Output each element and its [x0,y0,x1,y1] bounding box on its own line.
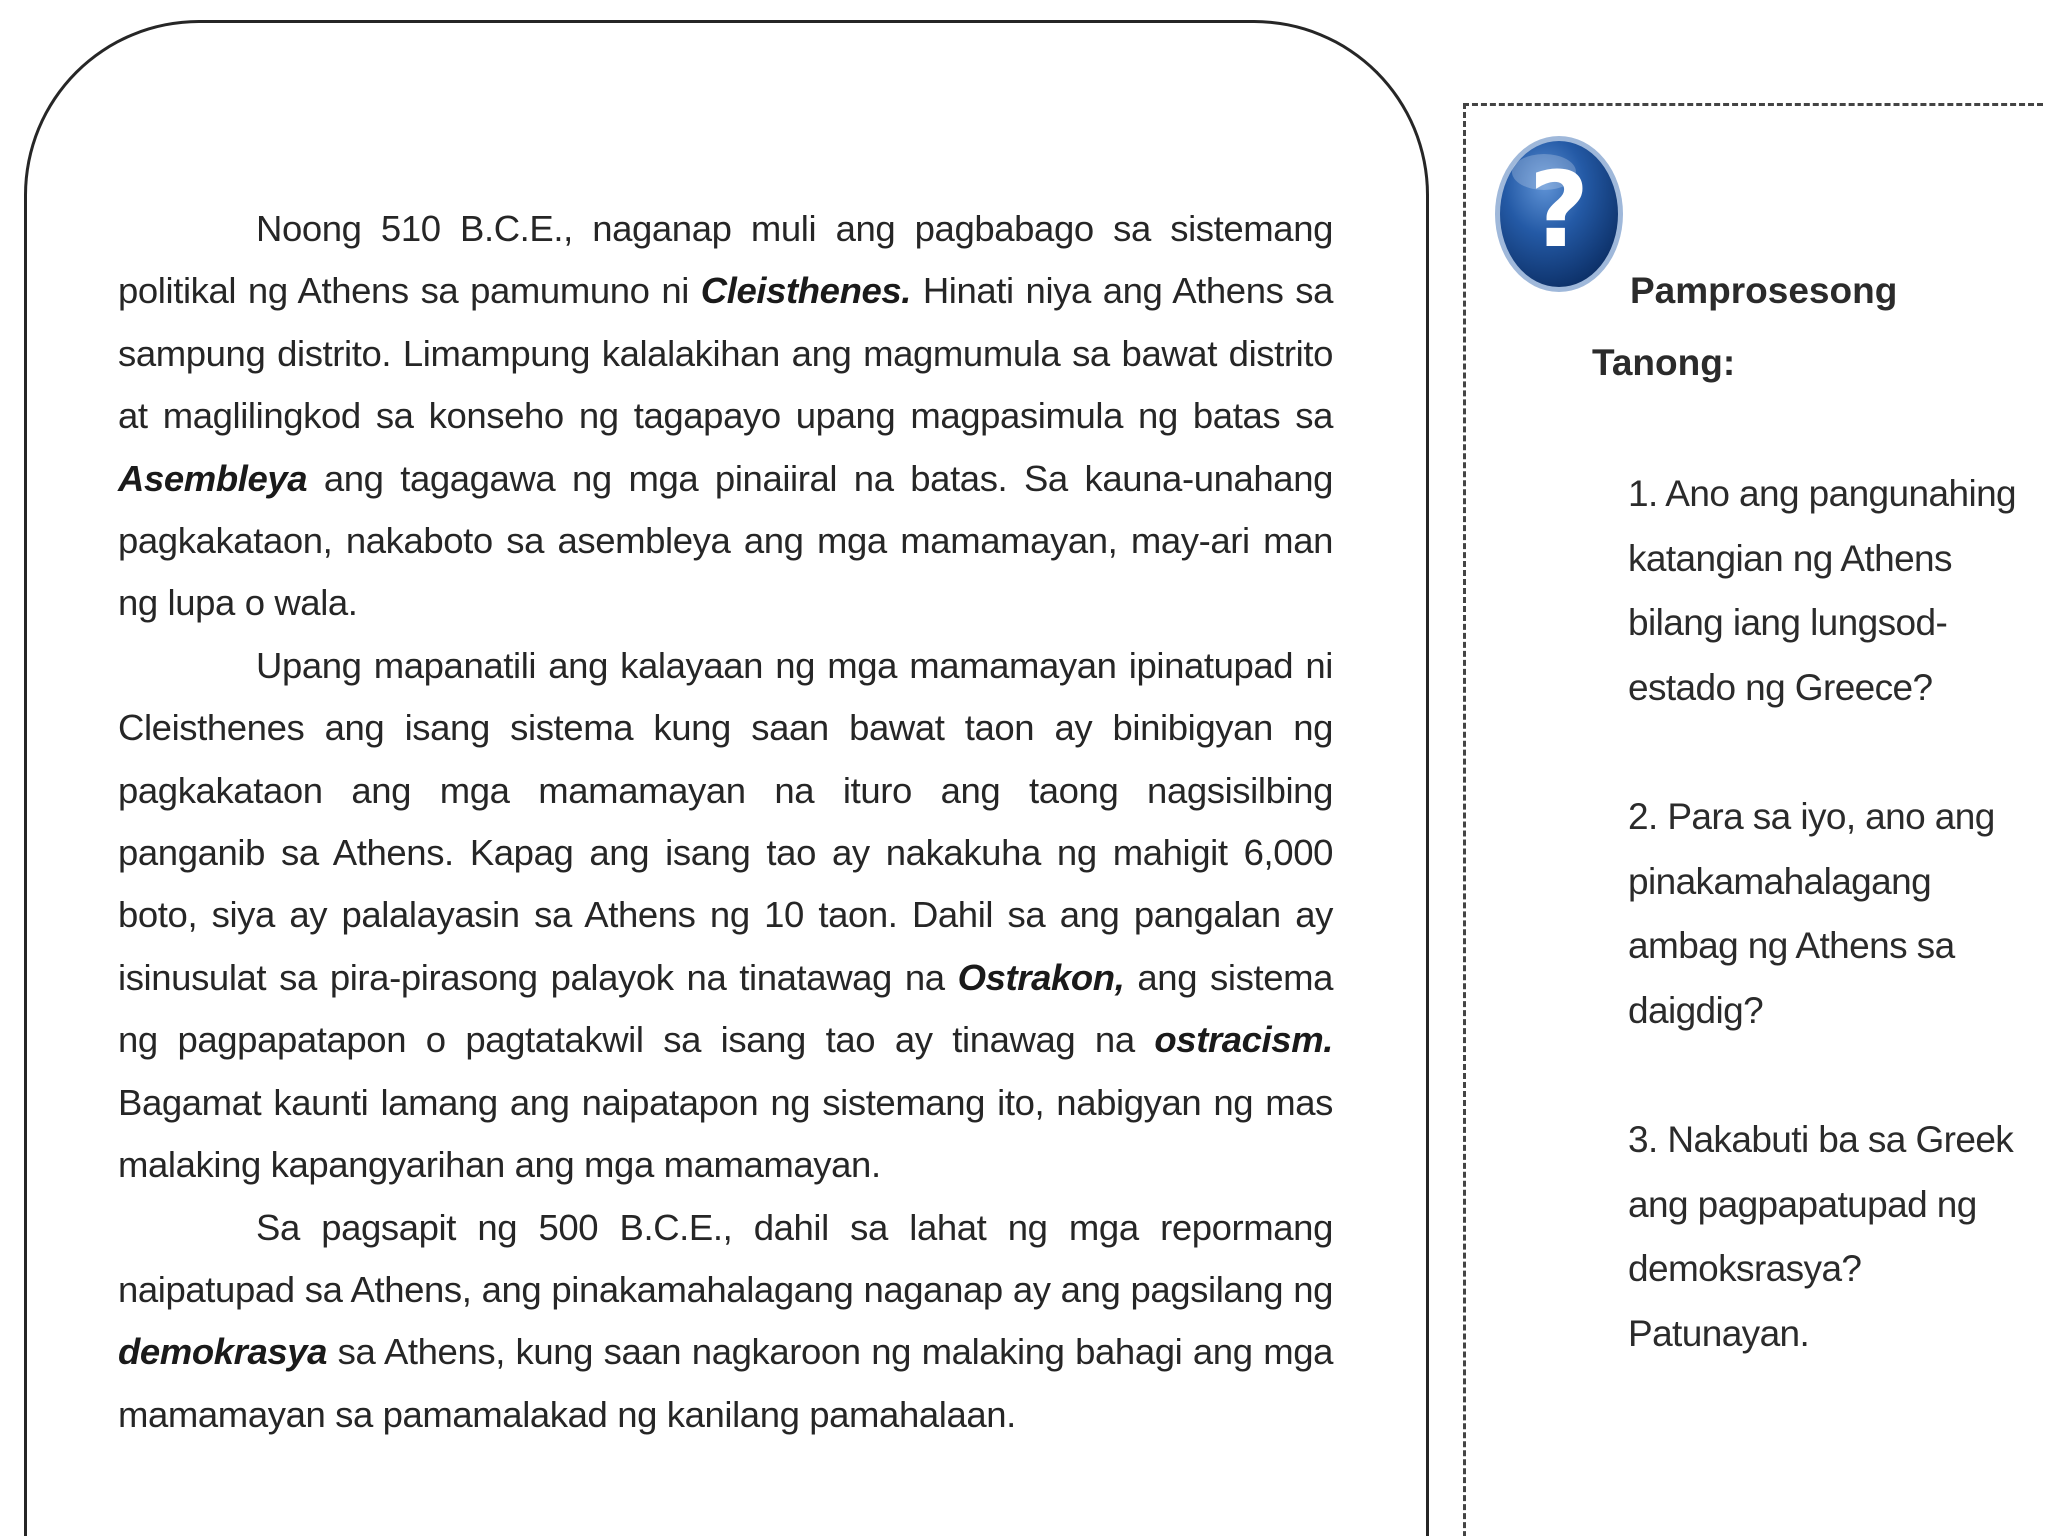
question-item-1: 1. Ano ang pangunahing katangian ng Athens bilang iang lungsod-estado ng Greece? [1628,473,2017,708]
key-term: Ostrakon, [957,956,1125,998]
panel-heading-line2: Tanong: [1592,342,1736,383]
key-term: demokrasya [118,1331,328,1373]
passage-paragraph-3 [118,1197,1333,1447]
question-item-3: 3. Nakabuti ba sa Greek ang pagpapatupad ng demoksrasya? Patunayan. [1628,1119,2014,1354]
passage-text: sa Athens, kung saan nagkaroon ng malaking bahagi ang mga mamamayan sa pamamalakad ng kanilang pamahalaan. [118,1331,1333,1435]
passage-text: Hinati niya ang Athens sa sampung distrito. Limampung kalalakihan ang magmumula sa bawat distrito at maglilingkod sa konseho ng tagapayo upang magpasimula ng batas sa [118,270,1334,437]
panel-heading-line1: Pamprosesong [1630,270,1898,311]
passage-text: ang tagagawa ng mga pinaiiral na batas. Sa kauna-unahang pagkakataon, nakaboto sa asembleya ang mga mamamayan, may-ari man ng lupa o wala. [118,457,1333,624]
passage-paragraph-2 [118,635,1333,1197]
passage-text: Noong 510 B.C.E., naganap muli ang pagbabago sa sistemang politikal ng Athens sa pamumuno ni [118,208,1333,312]
passage-text: ang sistema ng pagpapatapon o pagtatakwil sa isang tao ay tinawag na [118,956,1333,1061]
question-list [1628,462,2028,1366]
svg-text:?: ? [1528,149,1590,271]
key-term: Asembleya [118,457,308,499]
passage-text: Bagamat kaunti lamang ang naipatapon ng sistemang ito, nabigyan ng mas malaking kapangyarihan ang mga mamamayan. [118,1081,1333,1186]
question-item-2: 2. Para sa iyo, ano ang pinakamahalagang ambag ng Athens sa daigdig? [1628,796,1995,1031]
panel-heading [1592,255,1898,399]
key-term: Cleisthenes. [700,270,912,312]
passage-text: Sa pagsapit ng 500 B.C.E., dahil sa lahat ng mga repormang naipatupad sa Athens, ang pinakamahalagang naganap ay ang pagsilang ng [118,1206,1333,1310]
passage-text: Upang mapanatili ang kalayaan ng mga mamamayan ipinatupad ni Cleisthenes ang isang sistema kung saan bawat taon ay binibigyan ng pagkakataon ang mga mamamayan na ituro ang taong nagsisilbing panganib sa Athens. Kapag ang isang tao ay nakakuha ng mahigit 6,000 boto, siya ay palalayasin sa Athens ng 10 taon. Dahil sa ang pangalan ay isinusulat sa pira-pirasong palayok na tinatawag na [118,644,1333,998]
key-term: ostracism. [1154,1019,1333,1061]
passage-paragraph-1 [118,198,1333,635]
reading-passage [118,198,1333,1446]
